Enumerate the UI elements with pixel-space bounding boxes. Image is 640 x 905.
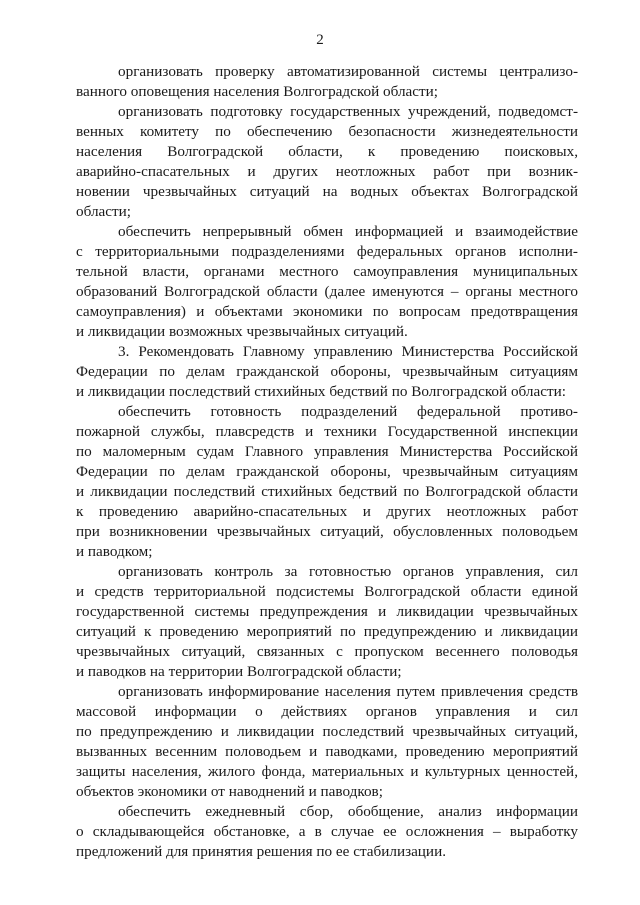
text-line: и паводков на территории Волгоградской области; bbox=[76, 663, 402, 680]
text-line: Федерации по делам гражданской обороны, чрезвычайным ситуациям bbox=[76, 463, 578, 480]
text-line: обеспечить готовность подразделений федеральной противо- bbox=[118, 403, 578, 420]
text-line: вызванных весенним половодьем и паводками, проведению мероприятий bbox=[76, 743, 578, 760]
text-line: массовой информации о действиях органов управления и сил bbox=[76, 703, 578, 720]
text-line: и ликвидации последствий стихийных бедствий по Волгоградской области: bbox=[76, 383, 566, 400]
text-line: организовать подготовку государственных учреждений, подведомст- bbox=[118, 103, 578, 120]
text-line: организовать контроль за готовностью органов управления, сил bbox=[118, 563, 578, 580]
text-line: о складывающейся обстановке, а в случае ее осложнения – выработку bbox=[76, 823, 578, 840]
text-line: образований Волгоградской области (далее именуются – органы местного bbox=[76, 283, 578, 300]
text-line: по предупреждению и ликвидации последствий чрезвычайных ситуаций, bbox=[76, 723, 578, 740]
text-line: ситуаций к проведению мероприятий по предупреждению и ликвидации bbox=[76, 623, 578, 640]
text-line: и паводком; bbox=[76, 543, 153, 560]
text-line: Федерации по делам гражданской обороны, чрезвычайным ситуациям bbox=[76, 363, 578, 380]
text-line: обеспечить непрерывный обмен информацией и взаимодействие bbox=[118, 223, 578, 240]
text-line: области; bbox=[76, 203, 131, 220]
text-line: с территориальными подразделениями федеральных органов исполни- bbox=[76, 243, 578, 260]
text-line: аварийно-спасательных и других неотложных работ при возник- bbox=[76, 163, 578, 180]
text-line: защиты населения, жилого фонда, материальных и культурных ценностей, bbox=[76, 763, 578, 780]
text-line: ванного оповещения населения Волгоградской области; bbox=[76, 83, 438, 100]
text-line: объектов экономики от наводнений и паводков; bbox=[76, 783, 383, 800]
text-line: 3. Рекомендовать Главному управлению Министерства Российской bbox=[118, 343, 578, 360]
text-line: чрезвычайных ситуаций, связанных с пропуском весеннего половодья bbox=[76, 643, 578, 660]
text-line: организовать проверку автоматизированной системы централизо- bbox=[118, 63, 578, 80]
text-line: и ликвидации последствий стихийных бедствий по Волгоградской области bbox=[76, 483, 578, 500]
text-line: тельной власти, органами местного самоуправления муниципальных bbox=[76, 263, 578, 280]
text-line: самоуправления) и объектами экономики по вопросам предотвращения bbox=[76, 303, 578, 320]
text-line: предложений для принятия решения по ее стабилизации. bbox=[76, 843, 446, 860]
text-line: обеспечить ежедневный сбор, обобщение, анализ информации bbox=[118, 803, 578, 820]
text-line: государственной системы предупреждения и ликвидации чрезвычайных bbox=[76, 603, 578, 620]
text-line: венных комитету по обеспечению безопасности жизнедеятельности bbox=[76, 123, 578, 140]
text-line: к проведению аварийно-спасательных и других неотложных работ bbox=[76, 503, 578, 520]
text-line: и средств территориальной подсистемы Волгоградской области единой bbox=[76, 583, 578, 600]
page-number: 2 bbox=[316, 32, 324, 48]
text-line: и ликвидации возможных чрезвычайных ситуаций. bbox=[76, 323, 408, 340]
text-line: организовать информирование населения путем привлечения средств bbox=[118, 683, 578, 700]
text-line: населения Волгоградской области, к проведению поисковых, bbox=[76, 143, 578, 160]
text-line: при возникновении чрезвычайных ситуаций, обусловленных половодьем bbox=[76, 523, 578, 540]
text-line: новении чрезвычайных ситуаций на водных объектах Волгоградской bbox=[76, 183, 578, 200]
text-line: по маломерным судам Главного управления Министерства Российской bbox=[76, 443, 578, 460]
text-line: пожарной службы, плавсредств и техники Государственной инспекции bbox=[76, 423, 578, 440]
